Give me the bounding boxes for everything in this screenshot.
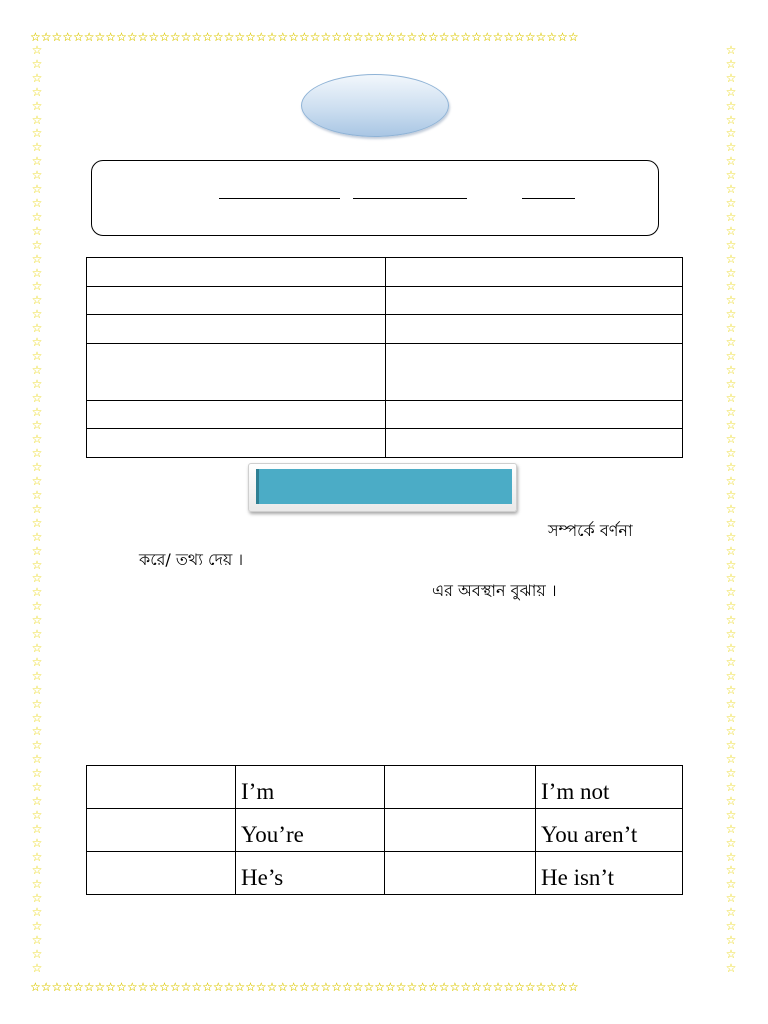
affirmative-text: He’s <box>241 865 284 890</box>
star-border-left: ☆ ☆ ☆ ☆ ☆ ☆ ☆ ☆ ☆ ☆ ☆ ☆ ☆ ☆ ☆ ☆ ☆ ☆ ☆ ☆ ☆ ☆ ☆ ☆ ☆ ☆ ☆ ☆ ☆ ☆ ☆ ☆ ☆ ☆ ☆ ☆ ☆ ☆ ☆ ☆ ☆ ☆ ☆ ☆ ☆ ☆ ☆ ☆ ☆ ☆ ☆ ☆ ☆ ☆ ☆ ☆ ☆ ☆ ☆ ☆ ☆ ☆ ☆ ☆ ☆ ☆ ☆ <box>31 44 43 975</box>
affirmative-text: I’m <box>241 779 275 804</box>
table-row <box>87 809 683 852</box>
empty-two-column-table <box>86 257 683 458</box>
table-row <box>87 766 683 809</box>
table-cell <box>386 344 683 401</box>
table-cell <box>87 287 386 315</box>
blank-line-3 <box>522 198 575 199</box>
star-border-top: ☆☆☆☆☆☆☆☆☆☆☆☆☆☆☆☆☆☆☆☆☆☆☆☆☆☆☆☆☆☆☆☆☆☆☆☆☆☆☆☆☆☆☆☆☆☆☆☆☆☆☆ <box>30 30 579 44</box>
negative-cell <box>536 852 683 895</box>
affirmative-cell <box>236 766 385 809</box>
table-cell <box>87 344 386 401</box>
table-cell <box>386 429 683 458</box>
negative-cell <box>536 766 683 809</box>
table-cell <box>385 852 536 895</box>
text-line-2: করে/ তথ্য দেয় । <box>139 550 244 569</box>
table-cell <box>385 809 536 852</box>
title-oval-shape <box>301 74 449 137</box>
table-cell <box>386 315 683 344</box>
table-cell <box>87 766 236 809</box>
table-cell <box>87 258 386 287</box>
table-cell <box>87 809 236 852</box>
contractions-table <box>86 765 683 895</box>
text-line-3: এর অবস্থান বুঝায় । <box>432 581 557 600</box>
negative-text: I’m not <box>541 779 610 804</box>
table-cell <box>386 258 683 287</box>
table-cell <box>386 287 683 315</box>
text-line-1: সম্পর্কে বর্ণনা <box>548 521 633 540</box>
table-cell <box>87 315 386 344</box>
star-border-right: ☆ ☆ ☆ ☆ ☆ ☆ ☆ ☆ ☆ ☆ ☆ ☆ ☆ ☆ ☆ ☆ ☆ ☆ ☆ ☆ ☆ ☆ ☆ ☆ ☆ ☆ ☆ ☆ ☆ ☆ ☆ ☆ ☆ ☆ ☆ ☆ ☆ ☆ ☆ ☆ ☆ ☆ ☆ ☆ ☆ ☆ ☆ ☆ ☆ ☆ ☆ ☆ ☆ ☆ ☆ ☆ ☆ ☆ ☆ ☆ ☆ ☆ ☆ ☆ ☆ ☆ ☆ <box>725 44 737 975</box>
section-banner-fill <box>256 469 512 504</box>
section-banner <box>248 463 517 512</box>
table-row <box>87 852 683 895</box>
table-cell <box>385 766 536 809</box>
affirmative-cell <box>236 852 385 895</box>
negative-text: He isn’t <box>541 865 615 890</box>
table-cell <box>87 852 236 895</box>
blank-line-1 <box>219 198 340 199</box>
rounded-info-box <box>91 160 659 236</box>
table-cell <box>87 401 386 429</box>
affirmative-text: You’re <box>241 822 304 847</box>
negative-cell <box>536 809 683 852</box>
table-cell <box>87 429 386 458</box>
star-border-bottom: ☆☆☆☆☆☆☆☆☆☆☆☆☆☆☆☆☆☆☆☆☆☆☆☆☆☆☆☆☆☆☆☆☆☆☆☆☆☆☆☆☆☆☆☆☆☆☆☆☆☆☆ <box>30 980 579 994</box>
blank-line-2 <box>353 198 467 199</box>
table-cell <box>386 401 683 429</box>
affirmative-cell <box>236 809 385 852</box>
negative-text: You aren’t <box>541 822 638 847</box>
